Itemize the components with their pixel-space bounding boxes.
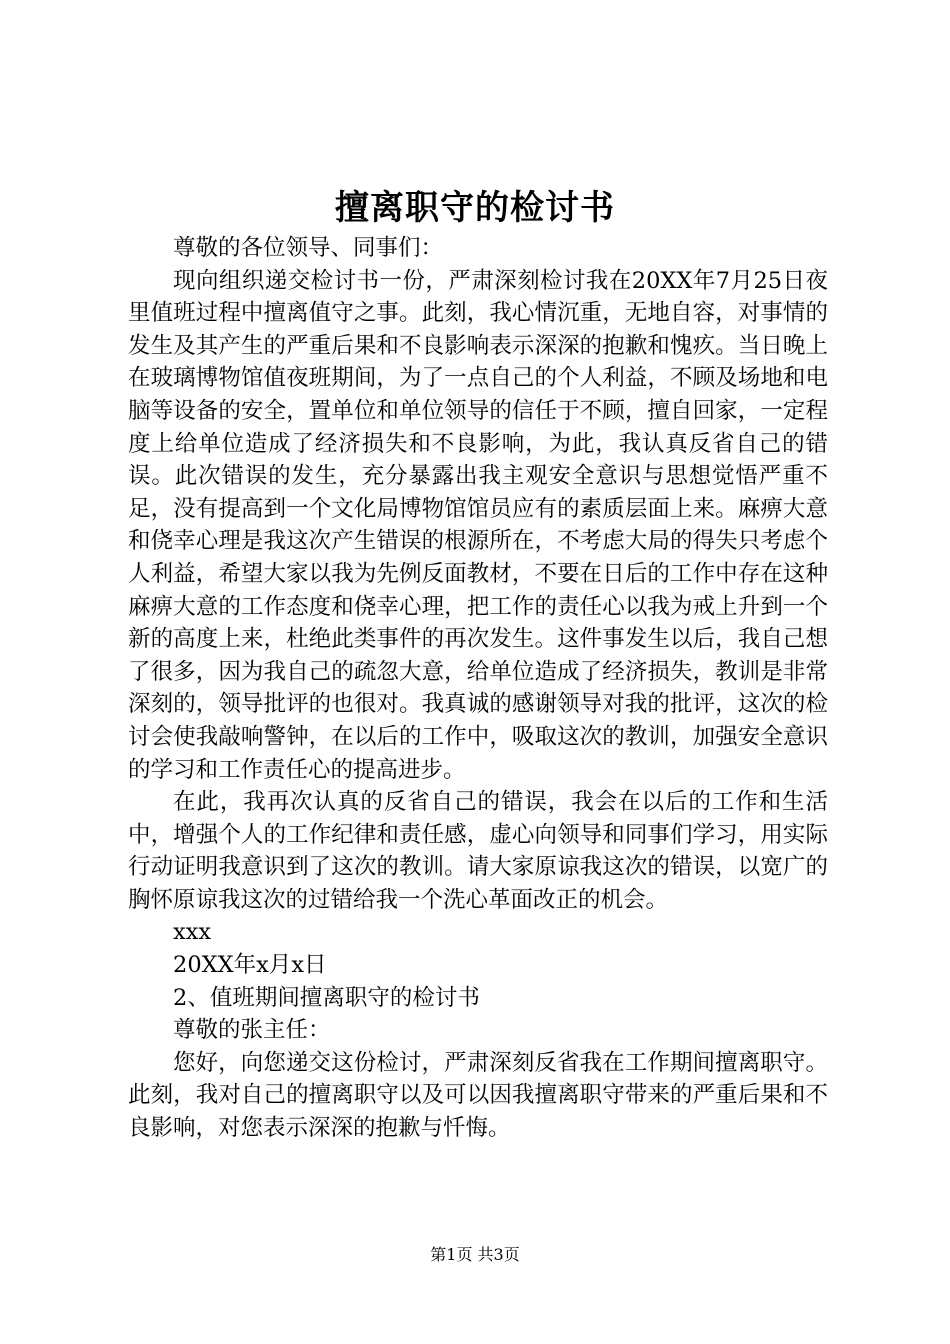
body-paragraph: 在此，我再次认真的反省自己的错误，我会在以后的工作和生活中，增强个人的工作纪律和责任感，虚心向领导和同事们学习，用实际行动证明我意识到了这次的教训。请大家原谅我这次的错误，以宽广的胸怀原谅我这次的过错给我一个洗心革面改正的机会。	[128, 789, 828, 913]
signature-date: 20XX年x月x日	[173, 952, 327, 979]
body-paragraph: 现向组织递交检讨书一份，严肃深刻检讨我在20XX年7月25日夜里值班过程中擅离值守之事。此刻，我心情沉重，无地自容，对事情的发生及其产生的严重后果和不良影响表示深深的抱歉和愧疚。当日晚上在玻璃博物馆值夜班期间，为了一点自己的个人利益，不顾及场地和电脑等设备的安全，置单位和单位领导的信任于不顾，擅自回家，一定程度上给单位造成了经济损失和不良影响，为此，我认真反省自己的错误。此次错误的发生，充分暴露出我主观安全意识与思想觉悟严重不足，没有提高到一个文化局博物馆馆员应有的素质层面上来。麻痹大意和侥幸心理是我这次产生错误的根源所在，不考虑大局的得失只考虑个人利益，希望大家以我为先例反面教材，不要在日后的工作中存在这种麻痹大意的工作态度和侥幸心理，把工作的责任心以我为戒上升到一个新的高度上来，杜绝此类事件的再次发生。这件事发生以后，我自己想了很多，因为我自己的疏忽大意，给单位造成了经济损失，教训是非常深刻的，领导批评的也很对。我真诚的感谢领导对我的批评，这次的检讨会使我敲响警钟，在以后的工作中，吸取这次的教训，加强安全意识的学习和工作责任心的提高进步。	[128, 267, 828, 783]
salutation: 尊敬的张主任：	[173, 1017, 331, 1044]
signature-name: xxx	[173, 919, 212, 946]
body-paragraph: 您好，向您递交这份检讨，严肃深刻反省我在工作期间擅离职守。此刻，我对自己的擅离职守以及可以因我擅离职守带来的严重后果和不良影响，对您表示深深的抱歉与忏悔。	[128, 1049, 828, 1142]
section-heading: 2、值班期间擅离职守的检讨书	[173, 984, 480, 1011]
document-body	[128, 232, 828, 1145]
page-number: 第1页 共3页	[430, 1245, 520, 1264]
document-title: 擅离职守的检讨书	[335, 188, 615, 228]
salutation: 尊敬的各位领导、同事们：	[173, 235, 444, 261]
